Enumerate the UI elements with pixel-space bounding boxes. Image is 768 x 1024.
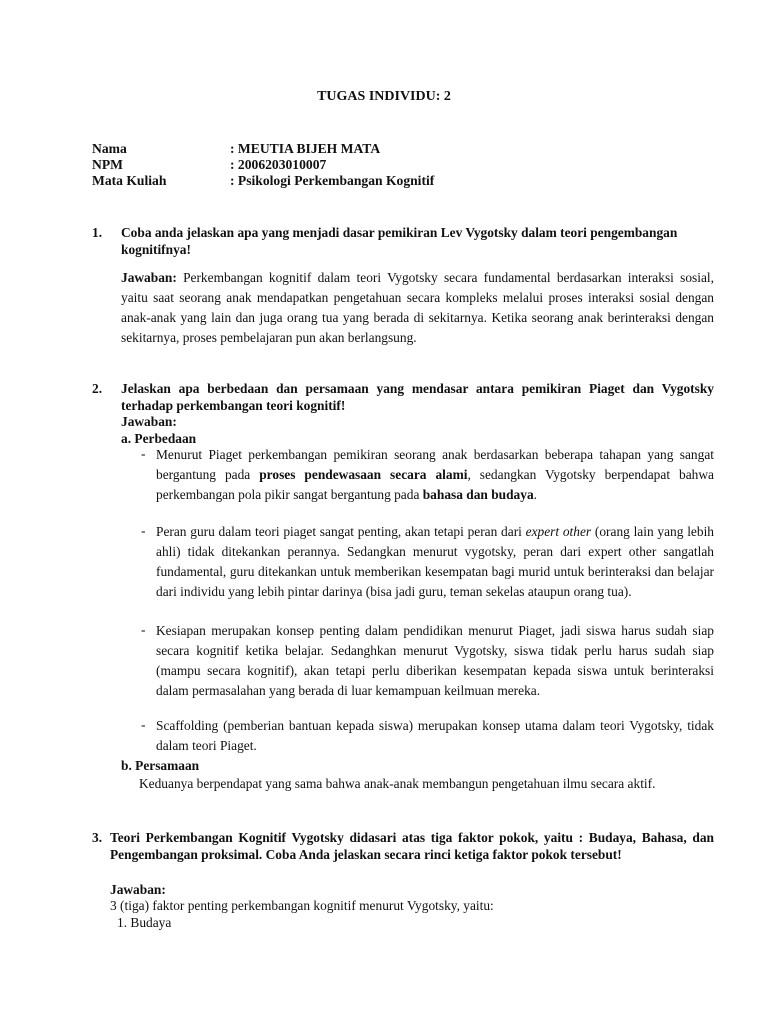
- q2-diff-1-text-b: , sedangkan Vygotsky berpendapat bahwa perkembangan pola pikir sangat bergantung pada: [156, 467, 714, 502]
- q1-answer-text: Perkembangan kognitif dalam teori Vygotsky secara fundamental berdasarkan interaksi sosial, yaitu saat seorang anak mendapatkan pengetahuan secara kompleks melalui proses interaksi sosial dengan anak-anak yang lain dan juga orang tua yang berada di sekitarnya. Ketika seorang anak berinteraksi dengan sekitarnya, proses pembelajaran pun akan berlangsung.: [121, 270, 714, 345]
- q1-question: Coba anda jelaskan apa yang menjadi dasar pemikiran Lev Vygotsky dalam teori pengembangan kognitifnya!: [121, 225, 678, 257]
- q3-question: Teori Perkembangan Kognitif Vygotsky didasari atas tiga faktor pokok, yaitu : Budaya, Bahasa, dan Pengembangan proksimal. Coba Anda jelaskan secara rinci ketiga faktor pokok tersebut!: [110, 830, 714, 862]
- q3-number: 3.: [92, 830, 103, 845]
- q1-answer: [121, 268, 714, 348]
- info-row-mata-kuliah: [92, 172, 434, 190]
- q3-answer-label: Jawaban:: [110, 882, 166, 897]
- info-label-npm: NPM: [92, 157, 123, 172]
- q2-diff-2-text-a: Peran guru dalam teori piaget sangat penting, akan tetapi peran dari: [156, 524, 526, 539]
- q2-bullet-dash-1: -: [141, 446, 146, 461]
- q2-bullet-dash-2: -: [141, 523, 146, 538]
- q2-diff-item-3: [156, 621, 714, 701]
- info-label-nama: Nama: [92, 141, 127, 156]
- q2-diff-item-1: [156, 445, 714, 505]
- info-value-nama: : MEUTIA BIJEH MATA: [230, 141, 381, 156]
- q2-diff-4-text: Scaffolding (pemberian bantuan kepada siswa) merupakan konsep utama dalam teori Vygotsky, tidak dalam teori Piaget.: [156, 718, 714, 753]
- info-label-mata-kuliah: Mata Kuliah: [92, 173, 167, 188]
- q2-diff-1-text-c: .: [533, 487, 537, 502]
- q2-diff-3-text: Kesiapan merupakan konsep penting dalam pendidikan menurut Piaget, jadi siswa harus sudah siap secara kognitif ketika belajar. Sedanghkan menurut Vygotsky, siswa tidak perlu harus sudah siap (mampu secara kognitif), akan tetapi perlu diberikan kesempatan kepada siswa untuk berinteraksi dalam permasalahan yang berada di luar kemampuan keilmuan mereka.: [156, 623, 714, 698]
- q1-number: 1.: [92, 225, 103, 240]
- q2-diff-1-bold-b: bahasa dan budaya: [422, 487, 534, 502]
- q2-diff-1-bold-a: proses pendewasaan secara alami: [259, 467, 468, 482]
- page-title: TUGAS INDIVIDU: 2: [317, 89, 451, 104]
- q2-diff-2-italic: expert other: [525, 524, 592, 539]
- info-value-mata-kuliah: : Psikologi Perkembangan Kognitif: [230, 173, 435, 188]
- q2-diff-2-text-b: (orang lain yang lebih ahli) tidak ditekankan perannya. Sedangkan menurut vygotsky, peran dari expert other sangatlah fundamental, guru ditekankan untuk memberikan kesempatan bagi murid untuk berinteraksi dan belajar dari individu yang lebih pintar darinya (bisa jadi guru, teman sekelas ataupun orang tua).: [156, 524, 714, 599]
- q1-answer-label: Jawaban:: [121, 270, 177, 285]
- q2-diff-item-4: [156, 716, 714, 756]
- q2-diff-item-2: [156, 522, 714, 602]
- q2-b-label: b. Persamaan: [121, 758, 200, 773]
- q2-answer-label: Jawaban:: [121, 414, 177, 429]
- q2-diff-1-text-a: Menurut Piaget perkembangan pemikiran seorang anak berdasarkan beberapa tahapan yang sangat bergantung pada: [156, 447, 714, 482]
- q2-bullet-dash-3: -: [141, 622, 146, 637]
- q3-list-item-1: 1. Budaya: [117, 915, 172, 930]
- q2-number: 2.: [92, 381, 103, 396]
- q2-bullet-dash-4: -: [141, 717, 146, 732]
- info-value-npm: : 2006203010007: [230, 157, 327, 172]
- q2-a-label: a. Perbedaan: [121, 431, 197, 446]
- q3-intro: 3 (tiga) faktor penting perkembangan kognitif menurut Vygotsky, yaitu:: [110, 898, 494, 913]
- q2-question: Jelaskan apa berbedaan dan persamaan yang mendasar antara pemikiran Piaget dan Vygotsky terhadap perkembangan teori kognitif!: [121, 381, 714, 413]
- q2-similarity-text: Keduanya berpendapat yang sama bahwa anak-anak membangun pengetahuan ilmu secara aktif.: [139, 776, 656, 791]
